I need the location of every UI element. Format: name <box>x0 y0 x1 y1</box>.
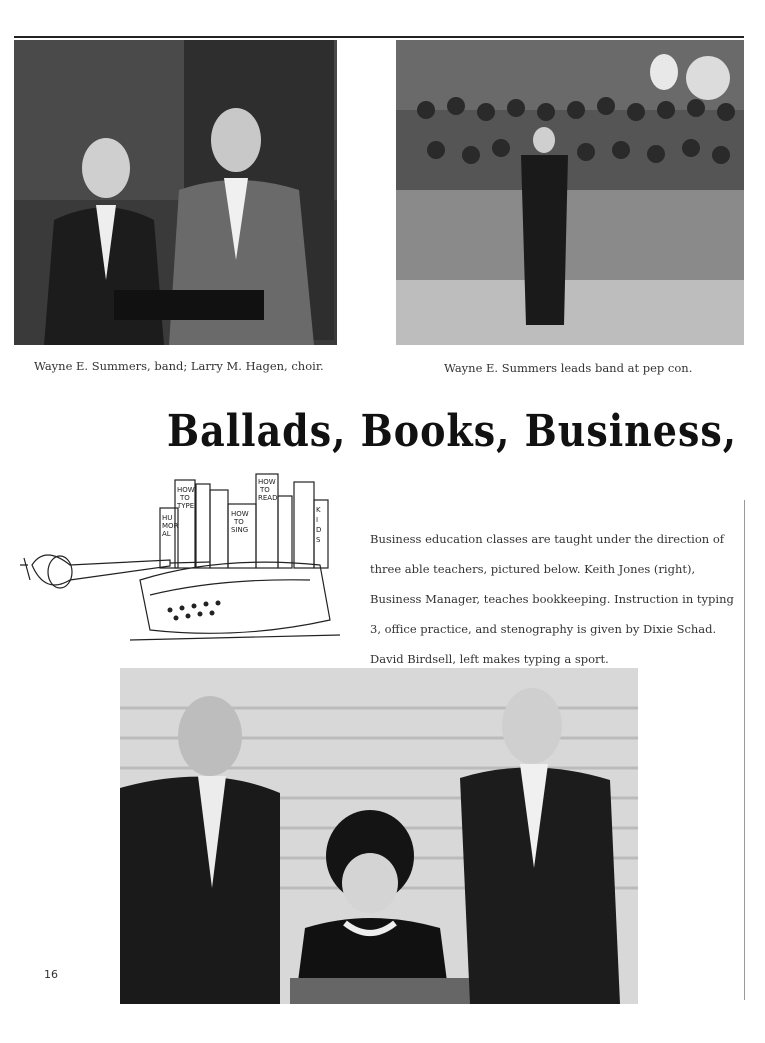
caption-summers-hagen: Wayne E. Summers, band; Larry M. Hagen, choir. <box>34 359 324 373</box>
body-line-5: David Birdsell, left makes typing a sport. <box>370 652 609 666</box>
svg-text:TO: TO <box>234 518 244 526</box>
svg-text:HOW: HOW <box>231 510 249 518</box>
svg-text:K: K <box>316 506 321 514</box>
svg-text:I: I <box>316 516 319 524</box>
svg-text:S: S <box>316 536 321 544</box>
side-rule <box>744 500 745 1000</box>
body-line-3: Business Manager, teaches bookkeeping. Instruction in typing <box>370 592 734 606</box>
body-line-4: 3, office practice, and stenography is given by Dixie Schad. <box>370 622 717 636</box>
svg-text:AL: AL <box>162 530 171 538</box>
body-line-1: Business education classes are taught under the direction of <box>370 532 725 546</box>
svg-text:TO: TO <box>180 494 190 502</box>
body-line-2: three able teachers, pictured below. Keith Jones (right), <box>370 562 696 576</box>
photo-summers-hagen <box>14 40 337 345</box>
books-trumpet-typewriter-drawing <box>20 470 350 650</box>
svg-text:MOR: MOR <box>162 522 179 530</box>
svg-text:HOW: HOW <box>177 486 195 494</box>
svg-text:HU: HU <box>162 514 173 522</box>
page-number: 16 <box>44 968 58 981</box>
svg-text:SING: SING <box>231 526 249 534</box>
svg-text:READ: READ <box>258 494 278 502</box>
page-headline: Ballads, Books, Business, <box>166 404 737 457</box>
top-rule <box>14 36 744 38</box>
svg-text:TYPE: TYPE <box>177 502 195 510</box>
caption-band-pep-con: Wayne E. Summers leads band at pep con. <box>444 361 693 375</box>
photo-band-pep-con <box>396 40 744 345</box>
business-body-text <box>370 524 740 674</box>
svg-text:HOW: HOW <box>258 478 276 486</box>
photo-business-teachers <box>120 668 638 1004</box>
svg-text:TO: TO <box>260 486 270 494</box>
svg-text:D: D <box>316 526 322 534</box>
